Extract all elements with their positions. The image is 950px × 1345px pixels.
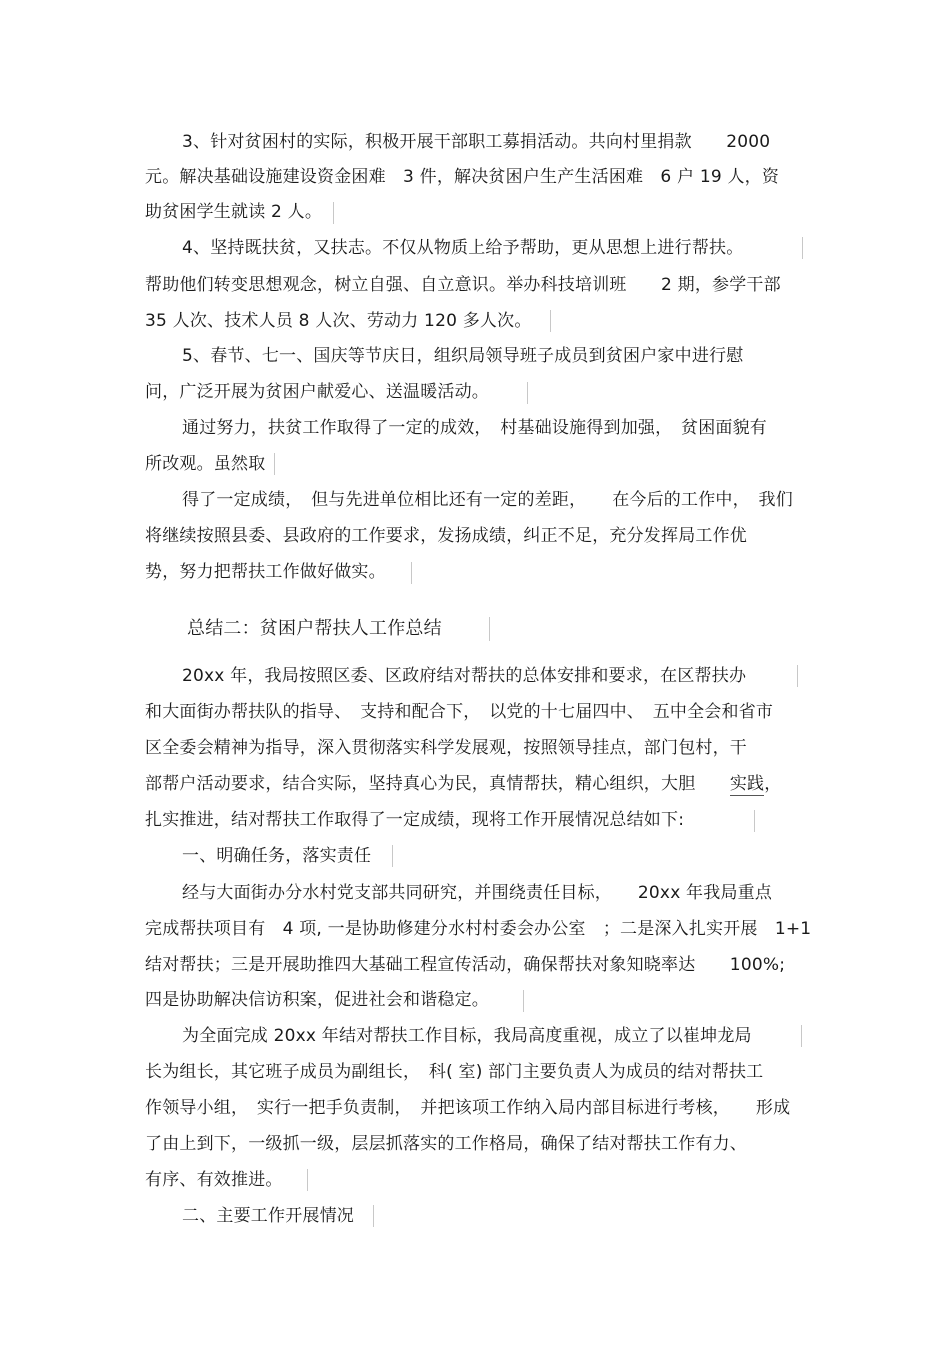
s1p2-line1: 为全面完成 20xx 年结对帮扶工作目标，我局高度重视，成立了以崔坤龙局	[182, 1026, 752, 1046]
intro-line3: 区全委会精神为指导，深入贯彻落实科学发展观，按照领导挂点，部门包村，干	[145, 738, 747, 758]
intro-line1: 20xx 年，我局按照区委、区政府结对帮扶的总体安排和要求，在区帮扶办	[182, 666, 747, 686]
item5-line2: 问，广泛开展为贫困户献爱心、送温暖活动。	[145, 382, 489, 402]
intro-line5: 扎实推进，结对帮扶工作取得了一定成绩，现将工作开展情况总结如下:	[145, 810, 685, 830]
scan-mark	[333, 202, 334, 224]
conclusion-line5: 势，努力把帮扶工作做好做实。	[145, 562, 386, 582]
scan-mark	[527, 382, 528, 404]
scan-mark	[307, 1169, 308, 1191]
s1p2-line2: 长为组长，其它班子成员为副组长， 科( 室) 部门主要负责人为成员的结对帮扶工	[145, 1062, 764, 1082]
section1-title: 一、明确任务，落实责任	[182, 846, 372, 866]
scan-mark	[373, 1205, 374, 1227]
s1p1-line3: 结对帮扶；三是开展助推四大基础工程宣传活动，确保帮扶对象知晓率达 100%;	[145, 955, 786, 975]
section-title-summary-two: 总结二：贫困户帮扶人工作总结	[187, 618, 442, 639]
intro-line4-text: 部帮户活动要求，结合实际，坚持真心为民，真情帮扶，精心组织，大胆	[145, 774, 730, 794]
item4-line2: 帮助他们转变思想观念，树立自强、自立意识。举办科技培训班 2 期，参学干部	[145, 275, 781, 295]
scan-mark	[489, 617, 490, 641]
scan-mark	[274, 453, 275, 475]
s1p1-line2: 完成帮扶项目有 4 项, 一是协助修建分水村村委会办公室 ；二是深入扎实开展 1+1	[145, 919, 812, 939]
item4-line1: 4、坚持既扶贫，又扶志。不仅从物质上给予帮助，更从思想上进行帮扶。	[182, 238, 744, 258]
scan-mark	[392, 845, 393, 867]
item5-line1: 5、春节、七一、国庆等节庆日，组织局领导班子成员到贫困户家中进行慰	[182, 346, 744, 366]
item3-line1: 3、针对贫困村的实际，积极开展干部职工募捐活动。共向村里捐款 2000	[182, 132, 771, 152]
s1p2-line4: 了由上到下，一级抓一级，层层抓落实的工作格局，确保了结对帮扶工作有力、	[145, 1134, 747, 1154]
conclusion-line2: 所改观。虽然取	[145, 454, 266, 474]
item3-line2: 元。解决基础设施建设资金困难 3 件，解决贫困户生产生活困难 6 户 19 人，资	[145, 167, 780, 187]
s1p1-line4: 四是协助解决信访积案，促进社会和谐稳定。	[145, 990, 489, 1010]
item4-line3: 35 人次、技术人员 8 人次、劳动力 120 多人次。	[145, 311, 532, 331]
scan-mark	[411, 562, 412, 584]
scan-mark	[550, 310, 551, 332]
intro-line4	[145, 770, 781, 798]
s1p2-line3: 作领导小组， 实行一把手负责制， 并把该项工作纳入局内部目标进行考核， 形成	[145, 1098, 791, 1118]
scan-mark	[801, 1025, 802, 1047]
intro-line2: 和大面街办帮扶队的指导、 支持和配合下， 以党的十七届四中、 五中全会和省市	[145, 702, 774, 722]
intro-line4-tail: ，	[764, 774, 782, 794]
conclusion-line4: 将继续按照县委、县政府的工作要求，发扬成绩，纠正不足，充分发挥局工作优	[145, 526, 747, 546]
scan-mark	[802, 237, 803, 259]
conclusion-line1: 通过努力，扶贫工作取得了一定的成效， 村基础设施得到加强， 贫困面貌有	[182, 418, 767, 438]
conclusion-line3: 得了一定成绩， 但与先进单位相比还有一定的差距， 在今后的工作中， 我们	[182, 490, 793, 510]
section2-title: 二、主要工作开展情况	[182, 1206, 354, 1226]
s1p2-line5: 有序、有效推进。	[145, 1170, 283, 1190]
scan-mark	[523, 990, 524, 1012]
s1p1-line1: 经与大面街办分水村党支部共同研究，并围绕责任目标， 20xx 年我局重点	[182, 883, 773, 903]
scan-mark	[754, 810, 755, 832]
item3-line3: 助贫困学生就读 2 人。	[145, 202, 323, 222]
scan-mark	[797, 665, 798, 687]
underlined-word: 实践	[729, 774, 765, 794]
